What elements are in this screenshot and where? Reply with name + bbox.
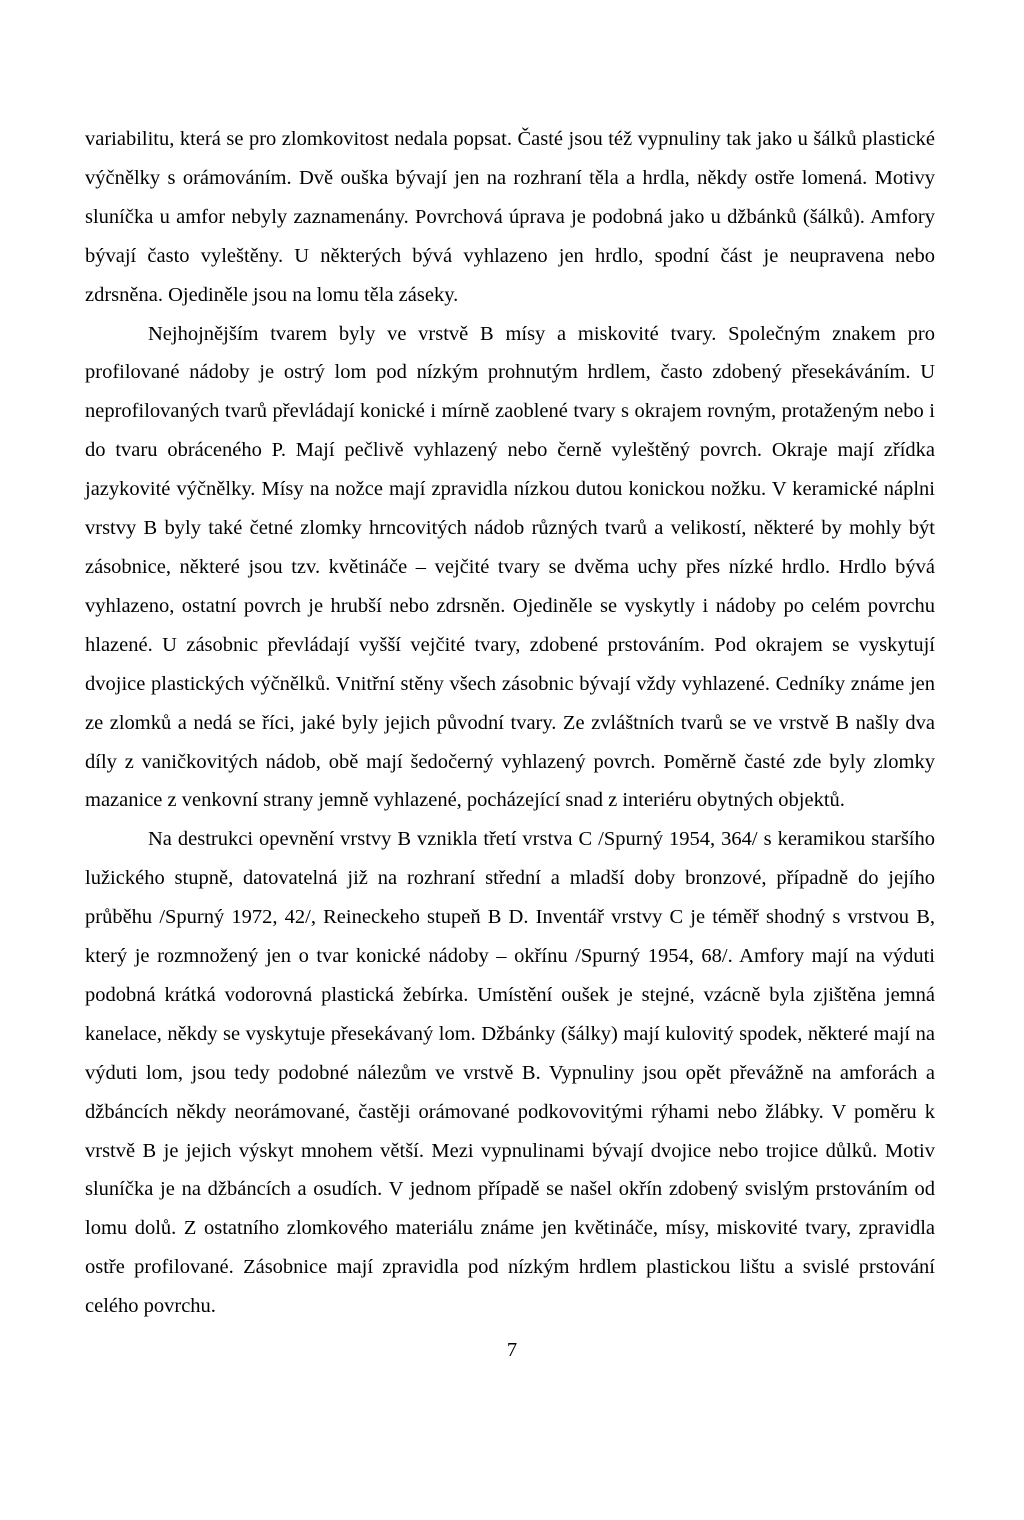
paragraph-continued: variabilitu, která se pro zlomkovitost nedala popsat. Časté jsou též vypnuliny tak jako u šálků plastické výčnělky s orámováním. Dvě ouška bývají jen na rozhraní těla a hrdla, někdy ostře lomená. Motivy sluníčka u amfor nebyly zaznamenány. Povrchová úprava je podobná jako u džbánků (šálků). Amfory bývají často vyleštěny. U některých bývá vyhlazeno jen hrdlo, spodní část je neupravena nebo zdrsněna. Ojediněle jsou na lomu těla záseky. (85, 128, 935, 306)
body-text (85, 120, 935, 1326)
page-number: 7 (506, 1339, 518, 1361)
paragraph-layer-c: Na destrukci opevnění vrstvy B vznikla třetí vrstva C /Spurný 1954, 364/ s keramikou staršího lužického stupně, datovatelná již na rozhraní střední a mladší doby bronzové, případně do jejího průběhu /Spurný 1972, 42/, Reineckeho stupeň B D. Inventář vrstvy C je téměř shodný s vrstvou B, který je rozmnožený jen o tvar konické nádoby – okřínu /Spurný 1954, 68/. Amfory mají na výduti podobná krátká vodorovná plastická žebírka. Umístění oušek je stejné, vzácně byla zjištěna jemná kanelace, někdy se vyskytuje přesekávaný lom. Džbánky (šálky) mají kulovitý spodek, některé mají na výduti lom, jsou tedy podobné nálezům ve vrstvě B. Vypnuliny jsou opět převážně na amforách a džbáncích někdy neorámované, častěji orámované podkovovitými rýhami nebo žlábky. V poměru k vrstvě B je jejich výskyt mnohem větší. Mezi vypnulinami bývají dvojice nebo trojice důlků. Motiv sluníčka je na džbáncích a osudích. V jednom případě se našel okřín zdobený svislým prstováním od lomu dolů. Z ostatního zlomkového materiálu známe jen květináče, mísy, miskovité tvary, zpravidla ostře profilované. Zásobnice mají zpravidla pod nízkým hrdlem plastickou lištu a svislé prstování celého povrchu. (85, 828, 935, 1318)
paragraph-vessel-shapes: Nejhojnějším tvarem byly ve vrstvě B mísy a miskovité tvary. Společným znakem pro profilované nádoby je ostrý lom pod nízkým prohnutým hrdlem, často zdobený přesekáváním. U neprofilovaných tvarů převládají konické i mírně zaoblené tvary s okrajem rovným, protaženým nebo i do tvaru obráceného P. Mají pečlivě vyhlazený nebo černě vyleštěný povrch. Okraje mají zřídka jazykovité výčnělky. Mísy na nožce mají zpravidla nízkou dutou konickou nožku. V keramické náplni vrstvy B byly také četné zlomky hrncovitých nádob různých tvarů a velikostí, některé by mohly být zásobnice, některé jsou tzv. květináče – vejčité tvary se dvěma uchy přes nízké hrdlo. Hrdlo bývá vyhlazeno, ostatní povrch je hrubší nebo zdrsněn. Ojediněle se vyskytly i nádoby po celém povrchu hlazené. U zásobnic převládají vyšší vejčité tvary, zdobené prstováním. Pod okrajem se vyskytují dvojice plastických výčnělků. Vnitřní stěny všech zásobnic bývají vždy vyhlazené. Cedníky známe jen ze zlomků a nedá se říci, jaké byly jejich původní tvary. Ze zvláštních tvarů se ve vrstvě B našly dva díly z vaničkovitých nádob, obě mají šedočerný vyhlazený povrch. Poměrně časté zde byly zlomky mazanice z venkovní strany jemně vyhlazené, pocházející snad z interiéru obytných objektů. (85, 322, 935, 812)
